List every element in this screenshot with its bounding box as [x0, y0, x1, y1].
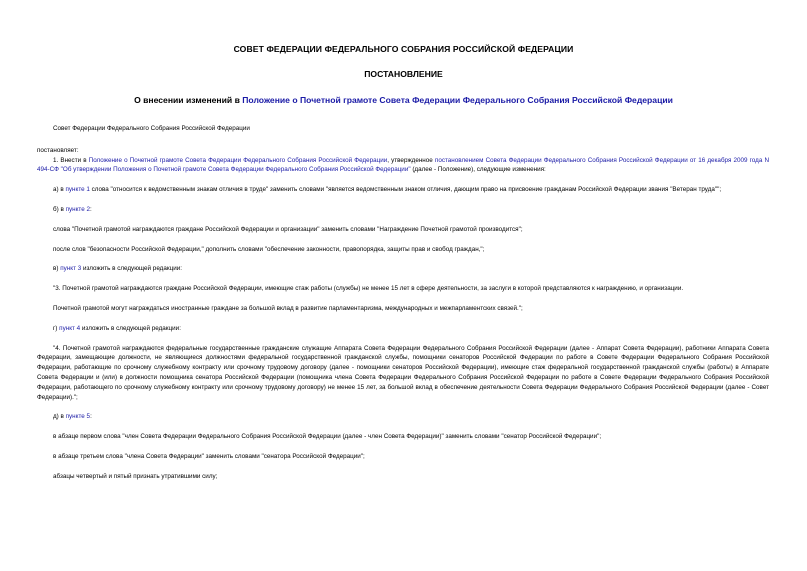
paragraph-d [37, 412, 769, 422]
document-body [37, 124, 769, 492]
paragraph-v-1: "3. Почетной грамотой награждаются граждане Российской Федерации, имеющие стаж работы (службы) не менее 15 лет в сфере деятельности, за заслуги в которой представляются к награждению, и организации. [53, 285, 684, 293]
paragraph-g [37, 324, 769, 334]
item-v-text-b: изложить в следующей редакции: [81, 265, 182, 273]
subject-prefix: О внесении изменений в [134, 95, 243, 105]
paragraph-g-1: "4. Почетной грамотой награждаются федеральные государственные гражданские служащие Аппарата Совета Федерации Федерального Собрания Российской Федерации (далее - Аппарат Совета Федерации), работники Аппарата Совета Федерации, замещающие должности, не являющиеся должностями федеральной государственной гражданской службы, помощники сенаторов Российской Федерации по работе в Совете Федерации Федерального Собрания Российской Федерации, работающие по срочному служебному контракту или срочному трудовому договору (далее - помощники сенаторов Российской Федерации), имеющие стаж федеральной государственной гражданской службы (работы) в Аппарате Совета Федерации и (или) в должности помощника сенатора Российской Федерации (помощника члена Совета Федерации Федерального Собрания Российской Федерации по работе в Совете Федерации Федерального Собрания Российской Федерации, работающего по срочному служебному контракту или срочному трудовому договору) не менее 15 лет, за большой вклад в обеспечение деятельности Совета Федерации Федерального Собрания Российской Федерации (далее - Совет Федерации)."; [37, 344, 769, 401]
paragraph-d-1: в абзаце первом слова "член Совета Федерации Федерального Собрания Российской Федерации (далее - член Совета Федерации)" заменить словами "сенатор Российской Федерации"; [53, 433, 602, 441]
item-d-text-a: д) в [53, 413, 66, 421]
item-1-text-c: (далее - Положение), следующие изменения: [410, 166, 546, 174]
point-1-link[interactable]: пункте 1 [65, 186, 90, 194]
paragraph-b [37, 205, 769, 215]
paragraph-d-3: абзацы четвертый и пятый признать утратившими силу; [53, 472, 218, 480]
resolution-link[interactable]: постановлением Совета Федерации Федерального Собрания Российской Федерации от 16 декабря 2009 года N 494-СФ "Об утверждении Положения о Почетной грамоте Совета Федерации Федерального Собрания Российской Федерации" [37, 156, 769, 174]
subject-title [0, 95, 807, 105]
paragraph-resolves: постановляет: [37, 146, 79, 154]
item-g-text-a: г) [53, 324, 60, 332]
paragraph-v-2: Почетной грамотой могут награждаться иностранные граждане за большой вклад в развитие парламентаризма, международных и межпарламентских связей."; [53, 304, 523, 312]
paragraph-a [37, 185, 769, 195]
item-d-text-b: : [90, 413, 92, 421]
doc-type-title: ПОСТАНОВЛЕНИЕ [364, 69, 443, 79]
paragraph-d-2: в абзаце третьем слова "члена Совета Федерации" заменить словами "сенатора Российской Федерации"; [53, 452, 365, 460]
org-title: СОВЕТ ФЕДЕРАЦИИ ФЕДЕРАЛЬНОГО СОБРАНИЯ РОССИЙСКОЙ ФЕДЕРАЦИИ [233, 44, 574, 54]
paragraph-b-1: слова "Почетной грамотой награждаются граждане Российской Федерации и организации" заменить словами "Награждение Почетной грамотой производится"; [53, 225, 523, 233]
paragraph-v [37, 264, 769, 274]
item-b-text-a: б) в [53, 205, 66, 213]
item-1-text-a: 1. Внести в [53, 156, 89, 164]
item-g-text-b: изложить в следующей редакции: [80, 324, 181, 332]
paragraph-council: Совет Федерации Федерального Собрания Российской Федерации [53, 125, 250, 132]
point-5-link[interactable]: пункте 5 [65, 413, 91, 421]
point-2-link[interactable]: пункте 2 [65, 205, 90, 213]
item-1-text-b: , утвержденное [387, 156, 435, 164]
item-v-text-a: в) [53, 265, 61, 273]
item-b-text-b: : [90, 205, 92, 213]
paragraph-b-2: после слов "безопасности Российской Федерации," дополнить словами "обеспечение законности, правопорядка, защиты прав и свобод граждан,"; [53, 245, 485, 253]
point-3-link[interactable]: пункт 3 [60, 265, 82, 273]
item-a-text-b: слова "относится к ведомственным знакам отличия в труде" заменить словами "является ведомственным знаком отличия, дающим право на присвоение гражданам Российской Федерации звания "Ветеран труда""; [89, 186, 722, 194]
point-4-link[interactable]: пункт 4 [59, 324, 81, 332]
subject-link[interactable]: Положение о Почетной грамоте Совета Федерации Федерального Собрания Российской Федерации [242, 95, 673, 105]
paragraph-item-1 [37, 156, 769, 176]
item-a-text-a: а) в [53, 186, 66, 194]
regulation-link[interactable]: Положение о Почетной грамоте Совета Федерации Федерального Собрания Российской Федерации [88, 156, 388, 164]
